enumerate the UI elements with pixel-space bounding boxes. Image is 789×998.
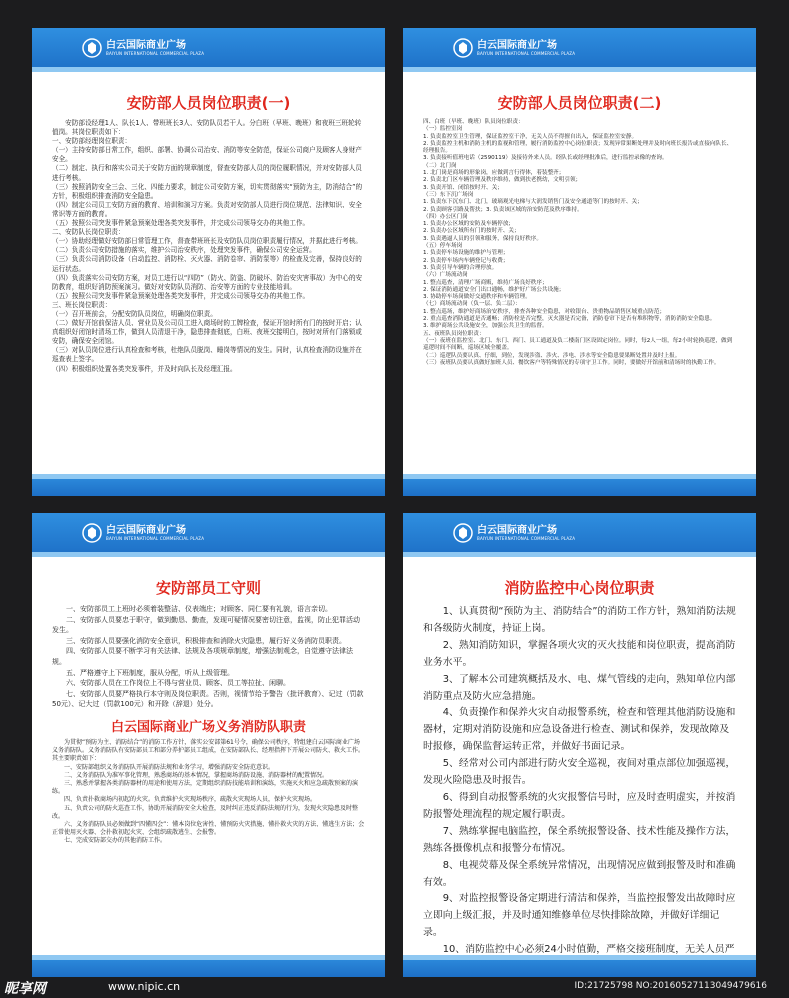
duty-item: 4、负责操作和保养火灾自动报警系统，检查和管理其他消防设施和器材，定期对消防设施和应急设备进行检查、测试和保养，发现故障及时报修，确保监督运转正常，并做好书面记录。	[423, 707, 736, 753]
duty-item: 2、熟知消防知识，掌握各项火灾的灭火技能和岗位职责，提高消防业务水平。	[423, 639, 736, 668]
duty-line: 1. 负责东下沉东门、北门，玻璃观光电梯与大润发销售门及安全通道等门的按时开、关；	[423, 199, 643, 206]
logo-name: 白云国际商业广场	[477, 39, 557, 51]
duty-line: 五、负责公司的防火巡查工作，协助开展消防安全大检查，及时纠正违反消防法规的行为，发现火灾隐患及时整改。	[52, 804, 359, 820]
duty-line: 七、完成安防部交办的其他消防工作。	[52, 837, 167, 845]
duty-line: 3. 负责引导车辆的合理停放。	[423, 264, 498, 271]
duty-line: 3. 负责遇逼人员的引领和服务，保持良好秩序。	[423, 235, 542, 242]
duty-line: 3. 负责开馆、闭馆按时开、关；	[423, 184, 503, 191]
duty-line: （二）负责公司安防措施的落实，维护公司治安秩序，处理突发事件，确保公司安全运营。	[52, 246, 316, 255]
duty-item: 3、了解本公司建筑概括及水、电、煤气管线的走向，熟知单位内部消防重点及防火应急措施。	[423, 673, 736, 702]
duty-line: 一、安防部组织义务消防队开展消防法规和业务学习，增强消防安全防范意识。	[52, 763, 275, 771]
duty-line: （二）制定、执行和落实公司关于安防方面的规章制度，督查安防部人员的岗位履职情况，并对安防部人员进行考核。	[52, 164, 362, 182]
logo	[453, 523, 575, 543]
duty-line: 2. 保证消防通道安全门出口通畅，维护好广场公共设施；	[423, 286, 565, 293]
duty-line: 四、负责扑救商场内初起的火灾。负责维护火灾现场秩序，疏散火灾现场人员，保护火灾现场。	[52, 796, 317, 804]
duty-line: 2. 负责北门区车辆管理及秩序维持，做到扶老携幼，文明引领；	[423, 177, 582, 184]
duty-item: 6、得到自动报警系统的火灾报警信号时，应及时查明虚实，并按消防报警处理流程的规定履行职责。	[423, 791, 736, 820]
panel-footer	[32, 474, 385, 496]
duty-line: 1. 负责停车场设施的维护与管理；	[423, 250, 509, 257]
panel-staff-rules	[32, 513, 385, 977]
duty-line: （二）北门岗	[423, 162, 457, 169]
duty-item: 8、电视荧幕及保全系统异常情况，出现情况应做到报警及时和准确有效。	[423, 859, 736, 888]
plaza-logo-icon	[82, 523, 102, 543]
logo	[82, 38, 204, 58]
duty-item: 1、认真贯彻“预防为主、消防结合”的消防工作方针，熟知消防法规和各级防火制度，持证上岗。	[423, 606, 736, 634]
logo-name-en: BAIYUN INTERNATIONAL COMMERCIAL PLAZA	[477, 50, 576, 56]
duty-item: 9、对监控报警设备定期进行清洁和保养，当监控报警发出故障时应立即向上级汇报，并及时通知维修单位尽快排除故障，并做好详细记录。	[423, 893, 736, 939]
logo-name: 白云国际商业广场	[106, 39, 186, 51]
logo-name-en: BAIYUN INTERNATIONAL COMMERCIAL PLAZA	[477, 535, 576, 541]
duty-line: 三、班长岗位职责：	[52, 300, 112, 309]
logo-name: 白云国际商业广场	[106, 524, 186, 536]
duty-line: 安防部设经理1人、队长1人、带班班长3人、安防队员若干人。分白班（早班、晚班）和夜班三班轮转值岗。其岗位职责如下：	[52, 119, 362, 137]
rule-line: 一、安防部员工上班时必须着装整洁、仪表端庄；对顾客、同仁要有礼貌，语言亲切。	[52, 605, 332, 613]
duty-line: （六）广场流动岗	[423, 272, 468, 279]
duty-line: 2. 负责监控主机和消防主机的监视和管理，履行消防监控中心岗位职责；发现异常果断处理并及时向班长报告或直接向队长、经理报告。	[423, 140, 733, 155]
panel-security-duties-1	[32, 28, 385, 496]
duty-line: 1. 整点巡场，维护好商场治安秩序，排查各种安全隐患，对收银台、贵重物品销售区域重点防范；	[423, 308, 666, 315]
duty-line: （五）停车场岗	[423, 243, 463, 250]
duty-line: （四）积极组织处置各类突发事件，并及时向队长及经理汇报。	[52, 364, 237, 373]
logo	[453, 38, 575, 58]
rule-line: 二、安防部人员要忠于职守，做到勤恳、勤查，发现可疑情况要密切注意，监视，防止犯罪活动发生。	[52, 615, 360, 635]
logo-name-en: BAIYUN INTERNATIONAL COMMERCIAL PLAZA	[106, 535, 205, 541]
duty-line: （二）做好开馆前保洁人员、营业员及公司员工进入商场时的工牌检查，保证开馆时所有门的按时开启；认真组织好闭馆时清场工作，做到人员清退干净，隐患排查彻底，白班、夜班交接明白，按时对所有门落锁或安防，确保安全闭馆。	[52, 319, 362, 346]
watermark-url: www.nipic.cn	[108, 980, 181, 993]
rule-line: 三、安防部人员要强化消防安全意识，积极排查和消除火灾隐患，履行好义务消防员职责。	[52, 636, 346, 645]
duty-line: （四）负责落实公司安防方案，对员工进行以“四防”（防火、防盗、防破坏、防治安灾害事故）为中心的安防教育，组织好消防预案演习。做好对安防队员消防、治安等方面的专业技能培训。	[52, 273, 363, 291]
panel-title: 安防部人员岗位职责(一)	[126, 94, 291, 112]
panel-header	[403, 513, 756, 557]
duty-item: 5、经常对公司内部进行防火安全巡视，夜间对重点部位加强巡视，发现火险隐患及时报告。	[423, 758, 736, 787]
duty-line: 3. 协助停车场岗做好交通秩序和车辆管理。	[423, 294, 531, 301]
duty-line: （一）召开班前会，分配安防队员岗位，明确岗位职责。	[52, 309, 217, 318]
watermark-id: ID:21725798 NO:20160527113049479616	[574, 981, 767, 991]
panel-header	[32, 513, 385, 557]
panel-footer	[403, 955, 756, 977]
duty-text	[403, 119, 756, 367]
duty-line: 2. 负责停车场内车辆登记与收费；	[423, 257, 509, 264]
duty-item: 10、消防监控中心必须24小时值勤，严格交接班制度，无关人员严	[442, 944, 735, 956]
duty-line: （四）办公区门岗	[423, 213, 468, 220]
panel-title: 安防部人员岗位职责(二)	[497, 94, 662, 112]
duty-line: （一）主持安防部日常工作，组织、部署、协调公司治安、消防等安全防范，保证公司商户及顾客人身财产安全。	[52, 146, 362, 164]
duty-line: （四）制定公司员工安防方面的教育、培训和演习方案。负责对安防部人员进行岗位规范、法律知识、安全常识等方面的教育。	[52, 200, 362, 218]
duty-line: 六、义务消防队员必须做到“四懂四会”：懂本岗位危害性、懂预防火灾措施、懂扑救火灾的方法、懂逃生方法；会正常使用灭火器、会扑救初起火灾、会组织疏散逃生、会报警。	[52, 820, 365, 837]
rules-text	[32, 604, 385, 710]
plaza-logo-icon	[82, 38, 102, 58]
duty-line: （三）东下沉广场岗	[423, 191, 474, 198]
duty-line: （三）负责公司消防设备（自动监控、消防栓、灭火器、消防卷帘、消防泵等）的检查及完善，保持良好的运行状态。	[52, 255, 362, 273]
duty-line: 二、安防队长岗位职责：	[52, 228, 125, 237]
panel-header	[32, 28, 385, 72]
fire-brigade-title: 白云国际商业广场义务消防队职责	[110, 719, 306, 735]
duty-line: 为贯彻“预防为主、消防结合”的消防工作方针，落实公安部第61号令，确保公司秩序，特组建白云国际商业广场义务消防队。义务消防队有安防部员工和部分养护部员工组成，在安防部队长、经理指挥下开展公司防火、救火工作。其主要职责如下：	[52, 738, 365, 763]
duty-line: 五、夜班队员岗位职责：	[423, 330, 485, 337]
fire-brigade-text	[32, 739, 385, 846]
duty-line: 1. 整点巡查，清理广场商贩，维持广场良好秩序；	[423, 279, 548, 286]
duty-line: 四、白班（早班、晚班）队员岗位职责：	[423, 119, 524, 125]
duty-line: 3. 负责接听值班电话（2590119）及接待外来人员。经队长或经理批准后，进行监控录像的查询。	[423, 155, 668, 162]
panel-footer	[403, 474, 756, 496]
duty-line: 1. 负责办公区域的安防及车辆停放；	[423, 221, 515, 228]
plaza-logo-icon	[453, 38, 473, 58]
panel-title: 安防部员工守则	[155, 579, 261, 597]
duty-line: 2. 负责办公区域所有门的按时开、关；	[423, 228, 520, 235]
duty-line: 二、义务消防队为准军事化管理，熟悉商场的基本情况，掌握商场消防设施、消防器材的配置情况。	[52, 771, 329, 779]
duty-line: 一、安防部经理岗位职责：	[52, 137, 132, 146]
duty-line: （一）监控室岗	[423, 126, 463, 133]
watermark-site: 昵享网	[4, 981, 46, 997]
duty-text	[32, 119, 385, 374]
plaza-logo-icon	[453, 523, 473, 543]
duty-line: 三、熟悉并掌握各类消防器材的用途和使用方法，定期组织消防技能培训和演练，实施灭火和应急疏散预案的演练。	[52, 779, 359, 796]
duty-line: 2. 重点巡查消防通道是否通畅；消防栓是否完整，灭火器是否完备，消防卷帘下是否有堆积物等，消防消防安全隐患。	[423, 316, 716, 323]
duty-item: 7、熟练掌握电脑监控，保全系统报警设备、技术性能及操作方法，熟练各摄像机点和报警分布情况。	[423, 825, 736, 854]
panel-security-duties-2	[403, 28, 756, 496]
panel-header	[403, 28, 756, 72]
panel-title: 消防监控中心岗位职责	[504, 579, 655, 597]
rule-line: 五、严格遵守上下班制度，服从分配，听从上级管理。	[52, 668, 234, 677]
logo	[82, 523, 204, 543]
duty-text	[403, 604, 756, 993]
duty-line: 1. 北门岗是商场的形象岗，应做到言行得体，着装整齐；	[423, 170, 565, 177]
duty-line: （三）夜班队员要认真做好加班人员、餐饮客户等特殊情况的专项守卫工作。同时，要做好开馆前和清场时的执勤工作。	[423, 359, 720, 366]
duty-line: （三）按照消防安全三会、三化、四能力要求，制定公司安防方案，切实贯彻落实“预防为主，防消结合”的方针，积极组织排查消防安全隐患。	[52, 182, 363, 200]
duty-line: 3. 维护商场公共设施安全，加强公共卫生的监督。	[423, 323, 548, 330]
duty-line: 2. 负责顾客引路及帮扶；3. 负责该区域的治安防范及秩序维持。	[423, 206, 583, 213]
duty-line: （五）按照公司突发事件紧急预案处理各类突发事件，并完成公司领导交办的其他工作。	[52, 291, 310, 300]
panel-fire-monitor-duties	[403, 513, 756, 977]
duty-line: （二）巡逻队员要认真、仔细，到位，发现涉盗、涉火、涉电、涉水等安全隐患要果断处置并及时上报。	[423, 352, 681, 359]
logo-name: 白云国际商业广场	[477, 524, 557, 536]
rule-line: 四、安防部人员要不断学习有关法律、法规及各项规章制度，增强法制观念，自觉遵守法律法规。	[52, 647, 353, 666]
logo-name-en: BAIYUN INTERNATIONAL COMMERCIAL PLAZA	[106, 50, 205, 56]
duty-line: （五）按照公司突发事件紧急预案处理各类突发事件，并完成公司领导交办的其他工作。	[52, 219, 310, 228]
duty-line: （三）对队员岗位进行认真检查和考核，杜绝队员脱岗、睡岗等情况的发生。同时，认真检查消防设施并在巡查表上签字。	[52, 346, 362, 364]
duty-line: （七）商场流动岗（负一层、负二层）：	[423, 301, 521, 308]
duty-line: 1. 负责监控室卫生管理，保证监控室干净，无关人员不得擅自出入，保证监控室安静。	[423, 133, 638, 140]
rule-line: 六、安防部人员在工作岗位上不得与营业员、顾客、员工等拉扯、闲聊。	[52, 679, 290, 688]
duty-line: （一）夜班在监控室、北门、东门、西门、员工通道及负二楼南门区设固定岗位。同时，每2人一组，每2小时轮换巡逻，做到巡逻时间不间断，巡场区域全覆盖。	[423, 337, 733, 352]
panel-footer	[32, 955, 385, 977]
duty-line: （一）协助经理做好安防部日常管理工作，督查带班班长及安防队员岗位职责履行情况，并据此进行考核。	[52, 237, 362, 246]
rule-line: 七、安防部人员要严格执行本守则及岗位职责。否则，视情节给予警告（批评教育）、记过（罚款50元）、记大过（罚款100元）和开除（辞退）处分。	[52, 689, 364, 709]
